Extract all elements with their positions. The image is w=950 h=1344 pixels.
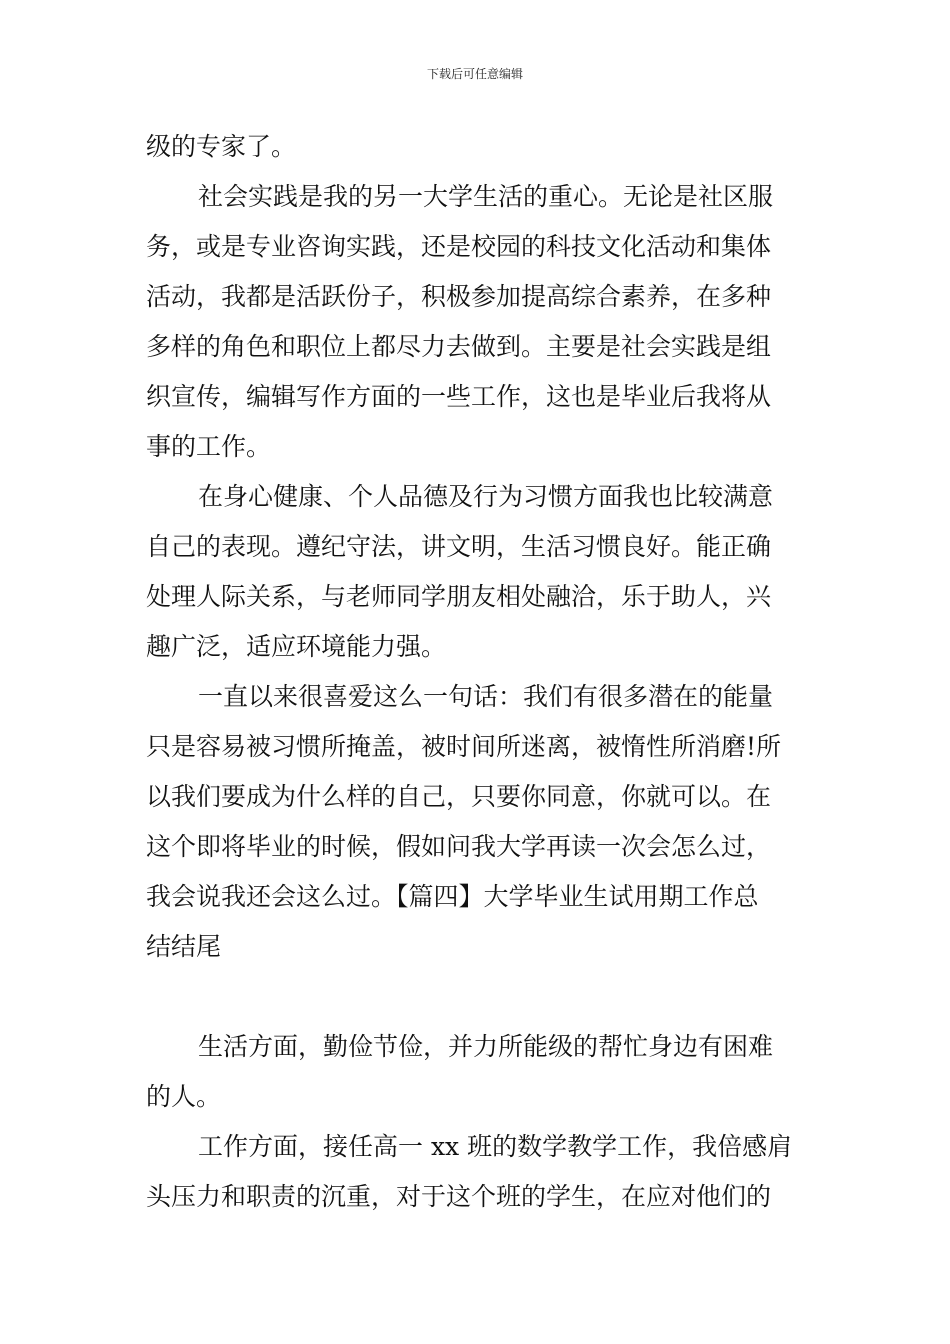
text-line: 我会说我还会这么过。【篇四】大学毕业生试用期工作总: [146, 882, 759, 911]
document-body: [146, 122, 816, 1222]
paragraph: [146, 1122, 816, 1222]
text-line: 事的工作。: [146, 432, 272, 461]
text-line: 趣广泛，适应环境能力强。: [146, 632, 447, 661]
paragraph: [146, 472, 816, 672]
text-line: 生活方面，勤俭节俭，并力所能级的帮忙身边有困难: [198, 1032, 774, 1061]
text-line: 工作方面，接任高一 xx 班的数学教学工作，我倍感肩: [198, 1132, 793, 1161]
blank-line: [146, 972, 816, 1022]
text-line: 在身心健康、个人品德及行为习惯方面我也比较满意: [198, 482, 774, 511]
text-line: 多样的角色和职位上都尽力去做到。主要是社会实践是组: [146, 332, 772, 361]
text-line: 务，或是专业咨询实践，还是校园的科技文化活动和集体: [146, 232, 772, 261]
text-line: 级的专家了。: [146, 132, 297, 161]
text-line: 一直以来很喜爱这么一句话：我们有很多潜在的能量: [198, 682, 774, 711]
text-line: 社会实践是我的另一大学生活的重心。无论是社区服: [198, 182, 774, 211]
page-header: 下载后可任意编辑: [426, 67, 523, 81]
text-line: 织宣传，编辑写作方面的一些工作，这也是毕业后我将从: [146, 382, 772, 411]
text-line: 活动，我都是活跃份子，积极参加提高综合素养，在多种: [146, 282, 772, 311]
text-line: 只是容易被习惯所掩盖，被时间所迷离，被惰性所消磨!所: [146, 732, 782, 761]
text-line: 处理人际关系，与老师同学朋友相处融洽，乐于助人，兴: [146, 582, 772, 611]
text-line: 头压力和职责的沉重，对于这个班的学生，在应对他们的: [146, 1182, 772, 1211]
paragraph: [146, 672, 816, 972]
text-line: 的人。: [146, 1082, 222, 1111]
text-line: 结结尾: [146, 932, 222, 961]
paragraph: [146, 172, 816, 472]
text-line: 自己的表现。遵纪守法，讲文明，生活习惯良好。能正确: [146, 532, 772, 561]
paragraph: [146, 122, 816, 172]
text-line: 以我们要成为什么样的自己，只要你同意，你就可以。在: [146, 782, 772, 811]
paragraph: [146, 1022, 816, 1122]
text-line: 这个即将毕业的时候，假如问我大学再读一次会怎么过，: [146, 832, 772, 861]
